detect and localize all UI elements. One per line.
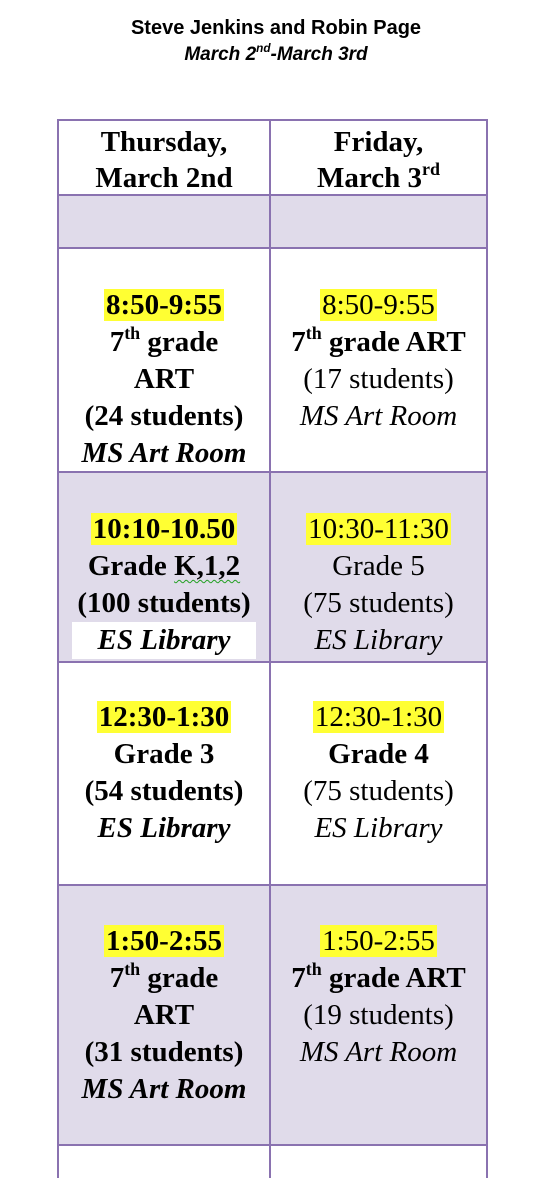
location-label: ES Library (314, 812, 443, 844)
time-slot: 10:10-10.50 (92, 513, 236, 545)
location-label: MS Art Room (81, 1073, 247, 1105)
student-count: (19 students) (303, 999, 454, 1031)
time-slot: 12:30-1:30 (98, 701, 230, 733)
grade-label: Grade 3 (113, 738, 215, 770)
location-label: ES Library (72, 622, 257, 659)
student-count: (24 students) (84, 400, 244, 432)
grade-label: 7th grade (109, 958, 219, 994)
time-slot: 10:30-11:30 (308, 513, 449, 545)
grade-label: 7th grade (109, 322, 219, 358)
student-count: (100 students) (77, 587, 251, 619)
grade-label: 7th grade ART (291, 958, 466, 994)
grid-line (57, 1144, 488, 1146)
subject-label: ART (133, 363, 195, 395)
time-slot: 1:50-2:55 (322, 925, 435, 957)
student-count: (31 students) (84, 1036, 244, 1068)
column-header-thursday: Thursday, March 2nd (95, 126, 233, 194)
location-label: MS Art Room (299, 1036, 458, 1068)
column-header-friday: Friday, March 3rd (317, 126, 440, 194)
location-label: MS Art Room (299, 400, 458, 432)
time-slot: 8:50-9:55 (106, 289, 222, 321)
grid-line (57, 119, 488, 121)
location-label: MS Art Room (81, 437, 247, 469)
grade-label: Grade K,1,2 (87, 550, 241, 582)
subject-label: ART (133, 999, 195, 1031)
session-cell-thursday-1 (59, 287, 269, 472)
blank-row-band (58, 195, 486, 248)
student-count: (75 students) (303, 587, 454, 619)
session-cell-friday-4 (271, 923, 486, 1071)
session-cell-thursday-3 (59, 699, 269, 847)
session-cell-friday-2 (271, 511, 486, 659)
session-cell-friday-3 (271, 699, 486, 847)
grade-label: Grade 4 (328, 738, 429, 770)
grid-line (57, 247, 488, 249)
presenters-title: Steve Jenkins and Robin Page (130, 17, 422, 39)
grade-label: 7th grade ART (291, 322, 466, 358)
student-count: (54 students) (84, 775, 244, 807)
time-slot: 12:30-1:30 (314, 701, 443, 733)
grade-label: Grade 5 (332, 550, 425, 582)
date-range: March 2nd-March 3rd (184, 41, 368, 65)
grid-line (57, 884, 488, 886)
time-slot: 1:50-2:55 (106, 925, 222, 957)
student-count: (17 students) (303, 363, 454, 395)
location-label: ES Library (314, 624, 443, 656)
session-cell-thursday-2 (59, 511, 269, 659)
session-cell-friday-1 (271, 287, 486, 435)
student-count: (75 students) (303, 775, 454, 807)
grid-line (486, 120, 488, 1178)
session-cell-thursday-4 (59, 923, 269, 1108)
document-header (0, 14, 552, 68)
time-slot: 8:50-9:55 (322, 289, 435, 321)
grid-line (57, 661, 488, 663)
location-label: ES Library (97, 812, 231, 844)
